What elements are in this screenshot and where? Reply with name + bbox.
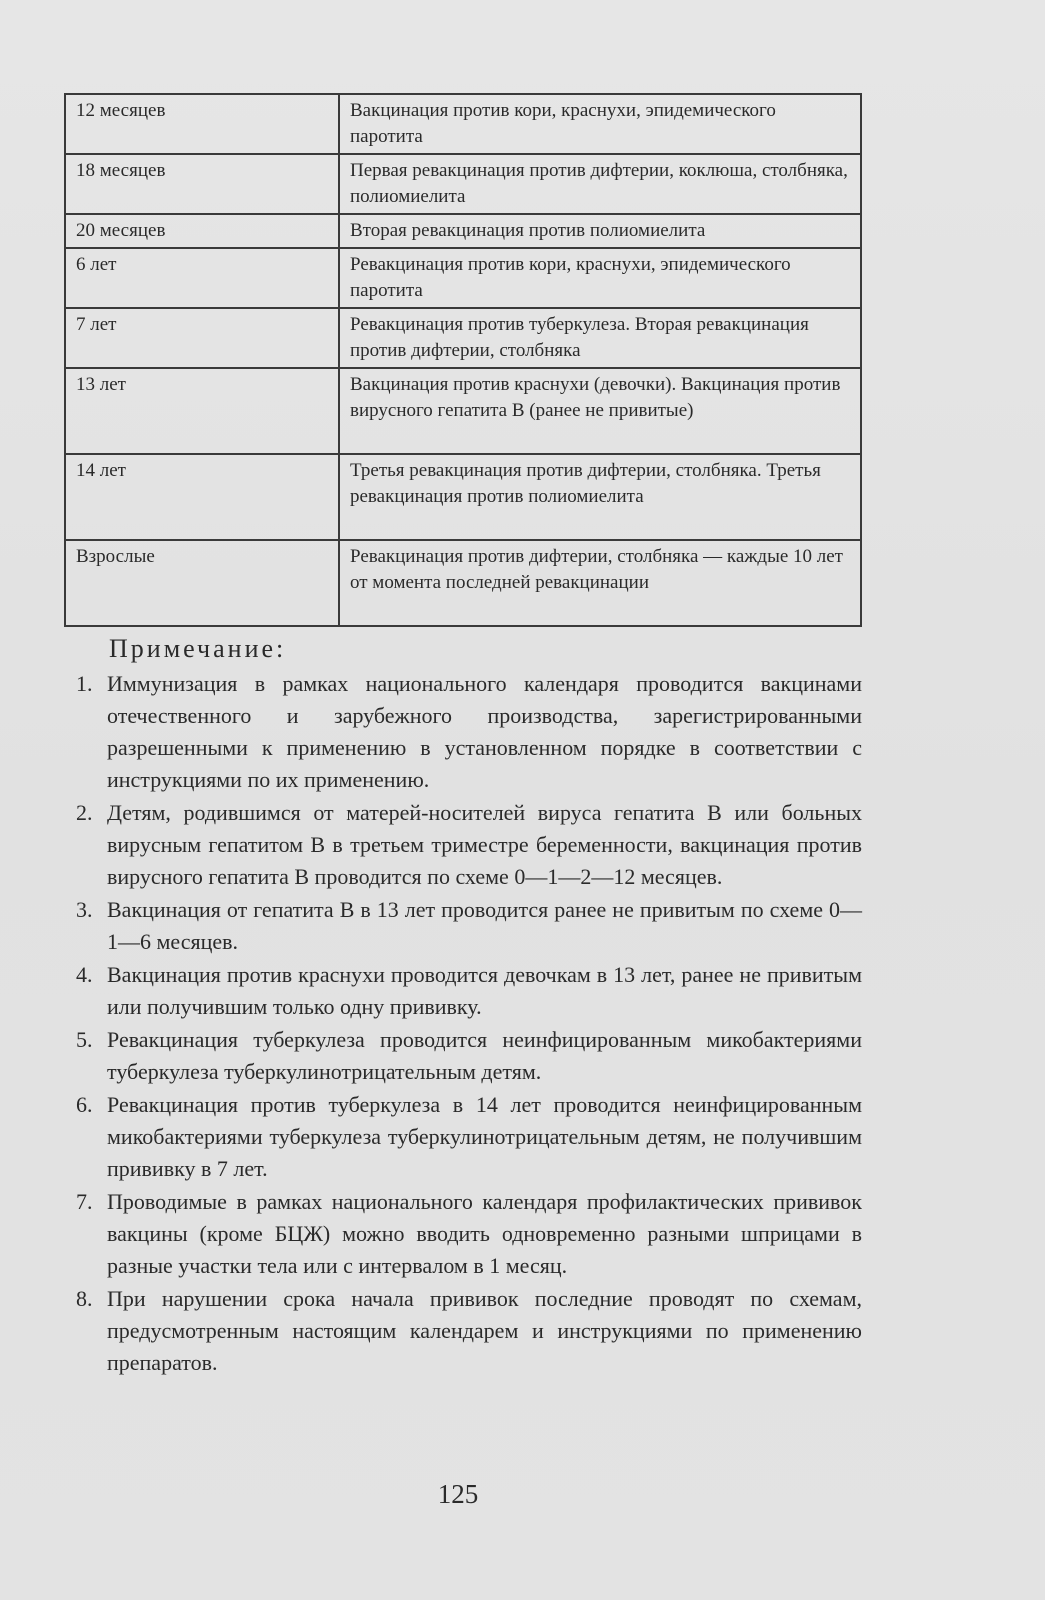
item-text: Ревакцинация против туберкулеза в 14 лет проводится неинфицированным микобактериями туберкулеза туберкулинотрицательным детям, не получившим прививку в 7 лет.	[107, 1092, 862, 1181]
vaccination-cell: Вакцинация против кори, краснухи, эпидемического паротита	[339, 94, 861, 154]
list-item	[70, 959, 862, 1023]
age-cell: 6 лет	[65, 248, 339, 308]
list-item	[70, 1024, 862, 1088]
age-cell: 7 лет	[65, 308, 339, 368]
item-text: Вакцинация против краснухи проводится девочкам в 13 лет, ранее не привитым или получившим только одну прививку.	[107, 962, 862, 1019]
list-item	[70, 1283, 862, 1379]
item-number: 6.	[76, 1092, 93, 1117]
age-cell: Взрослые	[65, 540, 339, 626]
list-item	[70, 1186, 862, 1282]
table-row	[65, 308, 861, 368]
vaccination-schedule-table	[64, 93, 862, 627]
table-row	[65, 248, 861, 308]
table-row	[65, 454, 861, 540]
age-cell: 18 месяцев	[65, 154, 339, 214]
table-row	[65, 154, 861, 214]
page-number: 125	[437, 1479, 479, 1509]
notes-heading: Примечание:	[109, 634, 287, 663]
list-item	[70, 797, 862, 893]
item-number: 7.	[76, 1189, 93, 1214]
table-row	[65, 540, 861, 626]
item-number: 3.	[76, 897, 93, 922]
vaccination-cell: Вторая ревакцинация против полиомиелита	[339, 214, 861, 248]
item-number: 2.	[76, 800, 93, 825]
item-text: Иммунизация в рамках национального календаря проводится вакцинами отечественного и зарубежного производства, зарегистрированными разрешенными к применению в установленном порядке в соответствии с инструкциями по их применению.	[107, 671, 862, 792]
item-text: Проводимые в рамках национального календаря профилактических прививок вакцины (кроме БЦЖ) можно вводить одновременно разными шприцами в разные участки тела или с интервалом в 1 месяц.	[107, 1189, 862, 1278]
vaccination-cell: Третья ревакцинация против дифтерии, столбняка. Третья ревакцинация против полиомиелита	[339, 454, 861, 540]
vaccination-cell: Ревакцинация против туберкулеза. Вторая ревакцинация против дифтерии, столбняка	[339, 308, 861, 368]
item-text: Ревакцинация туберкулеза проводится неинфицированным микобактериями туберкулеза туберкулинотрицательным детям.	[107, 1027, 862, 1084]
item-text: Вакцинация от гепатита В в 13 лет проводится ранее не привитым по схеме 0—1—6 месяцев.	[107, 897, 862, 954]
table-row	[65, 368, 861, 454]
vaccination-cell: Ревакцинация против дифтерии, столбняка — каждые 10 лет от момента последней ревакцинации	[339, 540, 861, 626]
notes-list	[70, 668, 862, 1380]
item-number: 4.	[76, 962, 93, 987]
list-item	[70, 668, 862, 796]
vaccination-cell: Вакцинация против краснухи (девочки). Вакцинация против вирусного гепатита В (ранее не привитые)	[339, 368, 861, 454]
age-cell: 12 месяцев	[65, 94, 339, 154]
table-row	[65, 94, 861, 154]
age-cell: 13 лет	[65, 368, 339, 454]
list-item	[70, 894, 862, 958]
item-text: Детям, родившимся от матерей-носителей вируса гепатита В или больных вирусным гепатитом В в третьем триместре беременности, вакцинация против вирусного гепатита В проводится по схеме 0—1—2—12 месяцев.	[107, 800, 862, 889]
age-cell: 20 месяцев	[65, 214, 339, 248]
item-number: 8.	[76, 1286, 93, 1311]
table-row	[65, 214, 861, 248]
vaccination-cell: Ревакцинация против кори, краснухи, эпидемического паротита	[339, 248, 861, 308]
item-number: 5.	[76, 1027, 93, 1052]
item-number: 1.	[76, 671, 93, 696]
item-text: При нарушении срока начала прививок последние проводят по схемам, предусмотренным настоящим календарем и инструкциями по применению препаратов.	[107, 1286, 862, 1375]
vaccination-cell: Первая ревакцинация против дифтерии, коклюша, столбняка, полиомиелита	[339, 154, 861, 214]
list-item	[70, 1089, 862, 1185]
age-cell: 14 лет	[65, 454, 339, 540]
